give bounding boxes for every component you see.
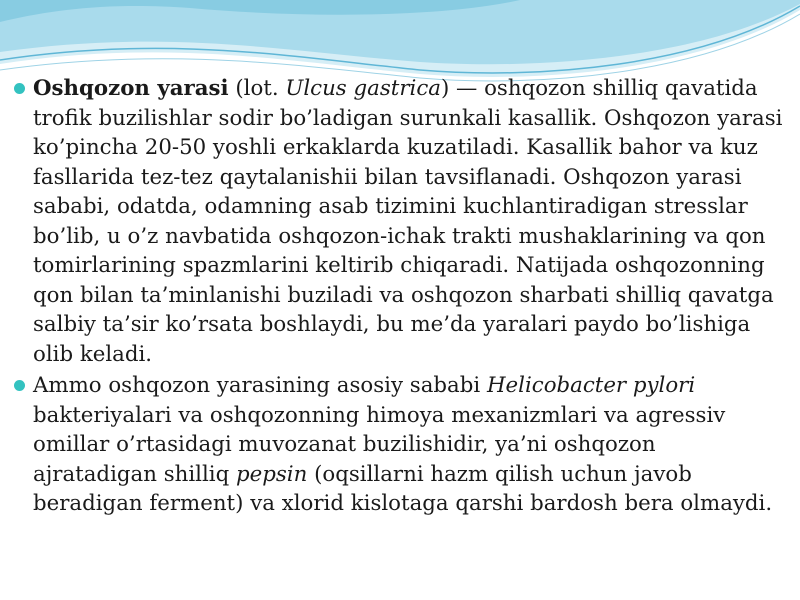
bullet-dot-icon — [14, 380, 25, 391]
bullet-item-2 — [14, 371, 784, 519]
bullet-text-2 — [33, 371, 784, 519]
paragraph-text-a: Ammo oshqozon yarasining asosiy sababi — [33, 373, 487, 398]
term-heading: Oshqozon yarasi — [33, 76, 229, 101]
paragraph-text-b: bakteriyalari va oshqozonning himoya mexanizmlari va agressiv omillar o’rtasidagi muvozanat buzilishidir, ya’ni oshqozon ajratadigan shilliq — [33, 402, 726, 487]
pepsin-term: pepsin — [236, 461, 308, 487]
paragraph-text: ) — oshqozon shilliq qavatida trofik buzilishlar sodir bo’ladigan surunkali kasallik. Oshqozon yarasi ko’pincha 20-50 yoshli erkaklarda kuzatiladi. Kasallik bahor va kuz fasllarida tez-tez qaytalanishii bilan tavsiflanadi. Oshqozon yarasi sababi, odatda, odamning asab tizimini kuchlantiradigan stresslar bo’lib, u o’z navbatida oshqozon-ichak trakti mushaklarining va qon tomirlarining spazmlarini keltirib chiqaradi. Natijada oshqozonning qon bilan ta’minlanishi buziladi va oshqozon sharbati shilliq qavatga salbiy ta’sir ko’rsata boshlaydi, bu me’da yaralari paydo bo’lishiga olib keladi. — [33, 76, 783, 367]
slide-body — [14, 74, 784, 519]
latin-prefix: (lot. — [228, 76, 286, 101]
bullet-item-1 — [14, 74, 784, 369]
paragraph-text-c: (oqsillarni hazm qilish uchun javob beradigan ferment) va xlorid kislotaga qarshi bardosh bera olmaydi. — [33, 461, 773, 516]
latin-term: Ulcus gastrica — [285, 76, 441, 101]
bullet-dot-icon — [14, 83, 25, 94]
bullet-text-1 — [33, 74, 784, 369]
bacteria-name: Helicobacter pylori — [486, 373, 696, 398]
